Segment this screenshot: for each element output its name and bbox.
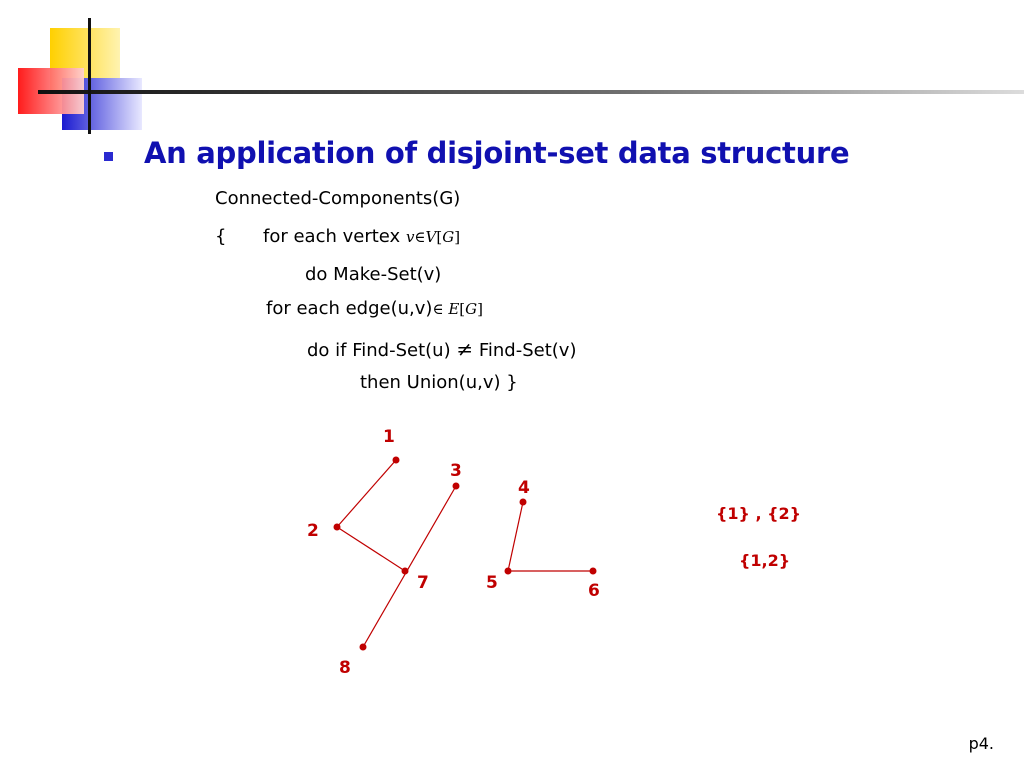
edge-3-8 [363, 486, 456, 647]
vertex-label-3: 3 [450, 461, 462, 481]
vertex-label-1: 1 [383, 427, 395, 447]
code-line-5-a: do if Find-Set(u) [307, 340, 451, 361]
code-line-2-text: for each vertex [263, 226, 401, 247]
vertex-7 [402, 568, 409, 575]
vertex-label-7: 7 [417, 573, 429, 593]
vertex-8 [360, 644, 367, 651]
vertex-1 [393, 457, 400, 464]
vertex-3 [453, 483, 460, 490]
vertex-5 [505, 568, 512, 575]
edge-4-5 [508, 502, 523, 571]
vertex-label-8: 8 [339, 658, 351, 678]
code-line-1: Connected-Components(G) [215, 188, 461, 209]
not-equal-symbol: ≠ [456, 337, 474, 361]
code-line-2-brace: { [215, 226, 227, 247]
vertex-label-6: 6 [588, 581, 600, 601]
graph-vertex-labels [307, 427, 600, 678]
vertex-set-math: v∈V[G] [405, 228, 461, 246]
code-line-5-b: Find-Set(v) [478, 340, 577, 361]
edge-1-2 [337, 460, 396, 527]
code-line-4-text: for each edge(u,v) [266, 298, 433, 319]
graph-edges [337, 460, 593, 647]
code-line-3: do Make-Set(v) [305, 264, 442, 285]
vertex-label-5: 5 [486, 573, 498, 593]
sets-line-2: {1,2} [739, 551, 791, 570]
vertex-6 [590, 568, 597, 575]
slide-title: An application of disjoint-set data structure [144, 136, 850, 170]
vertex-label-2: 2 [307, 521, 319, 541]
sets-line-1: {1} , {2} [716, 504, 802, 523]
code-line-6: then Union(u,v) } [360, 372, 518, 393]
edge-2-7 [337, 527, 405, 571]
page-number: p4. [968, 734, 994, 753]
vertex-4 [520, 499, 527, 506]
vertex-2 [334, 524, 341, 531]
vertex-label-4: 4 [518, 478, 530, 498]
edge-set-math: ∈ E[G] [432, 300, 483, 318]
